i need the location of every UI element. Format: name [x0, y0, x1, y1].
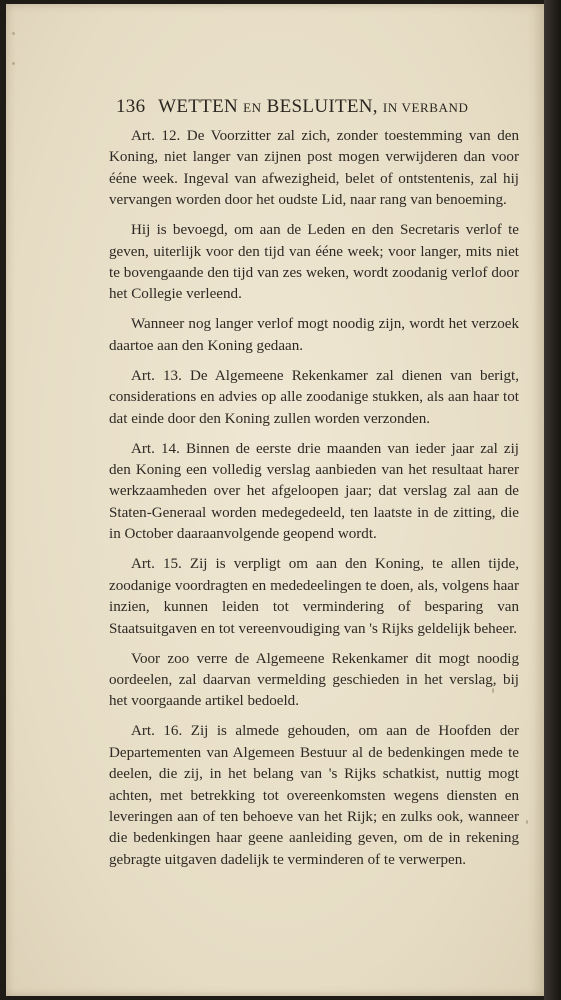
article-13: Art. 13. De Algemeene Rekenkamer zal dienen van berigt, considerations en advies op alle zoodanige stukken, als aan haar tot dat einde door den Koning zullen worden verzonden.	[109, 367, 519, 427]
article-16: Art. 16. Zij is almede gehouden, om aan de Hoofden der Departementen van Algemeen Bestuur al de bedenkingen mede te deelen, die zij, in het belang van 's Rijks schatkist, nuttig mogt achten, met betrekking tot overeenkomsten wegens diensten en leveringen aan of ten behoeve van het Rijk; en zulks ook, wanneer die bedenkingen haar geene aanleiding geven, om de in rekening gebragte uitgaven dadelijk te verminderen of te verwerpen.	[109, 723, 519, 868]
header-title-part: WETTEN	[158, 96, 239, 117]
paper-speck	[12, 32, 15, 35]
header-title-part: BESLUITEN,	[266, 96, 378, 117]
running-header	[116, 96, 496, 118]
paragraph-extended-leave: Wanneer nog langer verlof mogt noodig zijn, wordt het verzoek daartoe aan den Koning gedaan.	[109, 316, 519, 354]
header-title-part: IN VERBAND	[382, 100, 469, 115]
paragraph-leave: Hij is bevoegd, om aan de Leden en den Secretaris verlof te geven, uiterlijk voor den tijd van ééne week; voor langer, mits niet te bovengaande den tijd van zes weken, wordt zoodanig verlof door het Collegie verleend.	[109, 222, 519, 303]
article-15: Art. 15. Zij is verpligt om aan den Koning, te allen tijde, zoodanige voordragten en mededeelingen te doen, als, volgens haar inzien, kunnen leiden tot vermindering of besparing van Staatsuitgaven en tot vereenvoudiging van 's Rijks geldelijk beheer.	[109, 556, 519, 637]
article-14: Art. 14. Binnen de eerste drie maanden van ieder jaar zal zij den Koning een volledig verslag aanbieden van het resultaat harer werkzaamheden over het afgeloopen jaar; dat verslag zal aan de Staten-Generaal worden medegedeeld, ten laatste in de zitting, die in October daaraanvolgende geopend wordt.	[109, 440, 519, 543]
book-spine	[544, 0, 561, 1000]
paper-speck	[526, 820, 528, 824]
header-title-part: EN	[243, 100, 262, 115]
page-number: 136	[116, 96, 146, 117]
paragraph-report-mention: Voor zoo verre de Algemeene Rekenkamer dit mogt noodig oordeelen, zal daarvan vermelding geschieden in het verslag, bij het voorgaande artikel bedoeld.	[109, 650, 519, 710]
paper-speck	[12, 62, 15, 65]
article-12: Art. 12. De Voorzitter zal zich, zonder toestemming van den Koning, niet langer van zijnen post mogen verwijderen dan voor ééne week. Ingeval van afwezigheid, belet of ontstentenis, zal hij vervangen worden door het oudste Lid, naar rang van benoeming.	[109, 128, 519, 209]
body-text	[109, 126, 519, 871]
